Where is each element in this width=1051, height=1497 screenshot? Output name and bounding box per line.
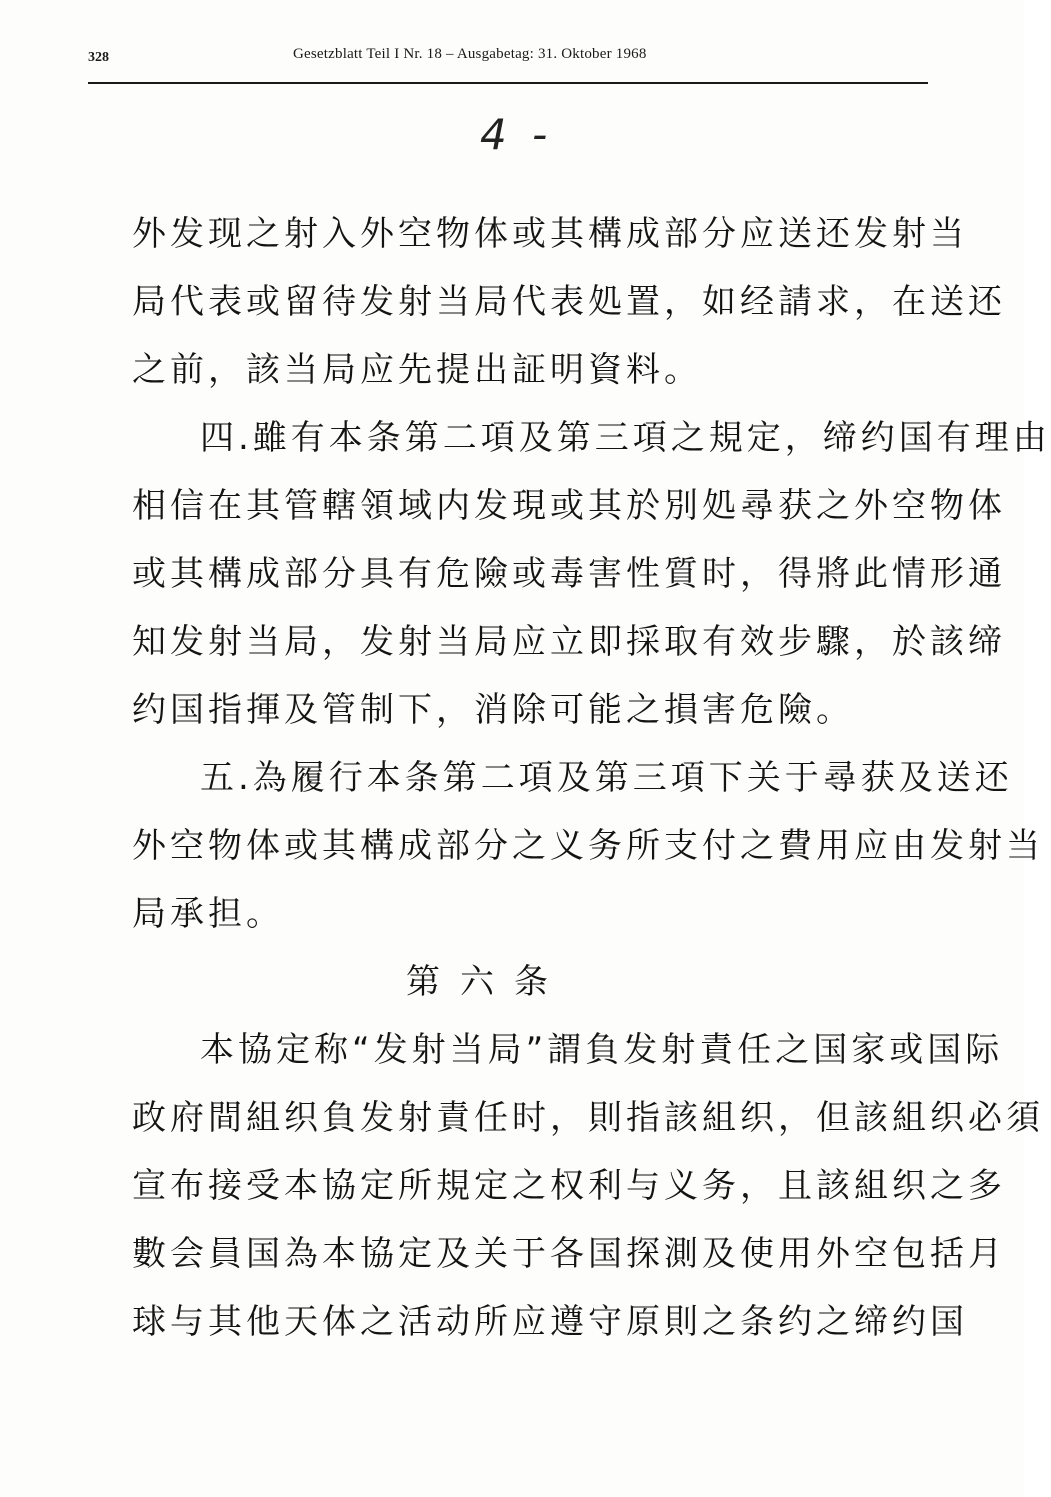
text-line: 之前，該当局应先提出証明資料。: [132, 350, 702, 390]
handwritten-page-marker: 4 -: [480, 110, 554, 159]
page-header: [88, 46, 928, 76]
text-line: 知发射当局，发射当局应立即採取有效步驟，於該缔: [132, 622, 1006, 662]
text-line: 外发现之射入外空物体或其構成部分应送还发射当: [132, 214, 968, 254]
text-line: 宣布接受本協定所規定之权利与义务，且該組织之多: [132, 1166, 1006, 1206]
text-line: 四.雖有本条第二項及第三項之規定，缔约国有理由: [200, 418, 1051, 458]
header-rule: [88, 82, 928, 84]
text-line: 相信在其管轄領域内发現或其於別処尋获之外空物体: [132, 486, 1006, 526]
text-line: 五.為履行本条第二項及第三項下关于尋获及送还: [200, 758, 1013, 798]
text-line: 政府間組织負发射責任时，則指該組织，但該組织必須: [132, 1098, 1044, 1138]
text-line: 局代表或留待发射当局代表処置，如经請求，在送还: [132, 282, 1006, 322]
page-number: 328: [88, 50, 109, 65]
text-line: 球与其他天体之活动所应遵守原則之条约之缔约国: [132, 1302, 968, 1342]
text-line: 本協定称“发射当局”謂負发射責任之国家或国际: [200, 1030, 1004, 1070]
text-line: 约国指揮及管制下，消除可能之損害危險。: [132, 690, 854, 730]
text-line: 外空物体或其構成部分之义务所支付之費用应由发射当: [132, 826, 1044, 866]
article-heading: 第六条: [406, 962, 568, 1002]
text-line: 或其構成部分具有危險或毒害性質时，得將此情形通: [132, 554, 1006, 594]
running-title: Gesetzblatt Teil I Nr. 18 – Ausgabetag: 31. Oktober 1968: [293, 46, 647, 62]
handwritten-body-text: [132, 200, 1051, 1356]
text-line: 局承担。: [132, 894, 284, 934]
text-line: 數会員国為本協定及关于各国探測及使用外空包括月: [132, 1234, 1006, 1274]
